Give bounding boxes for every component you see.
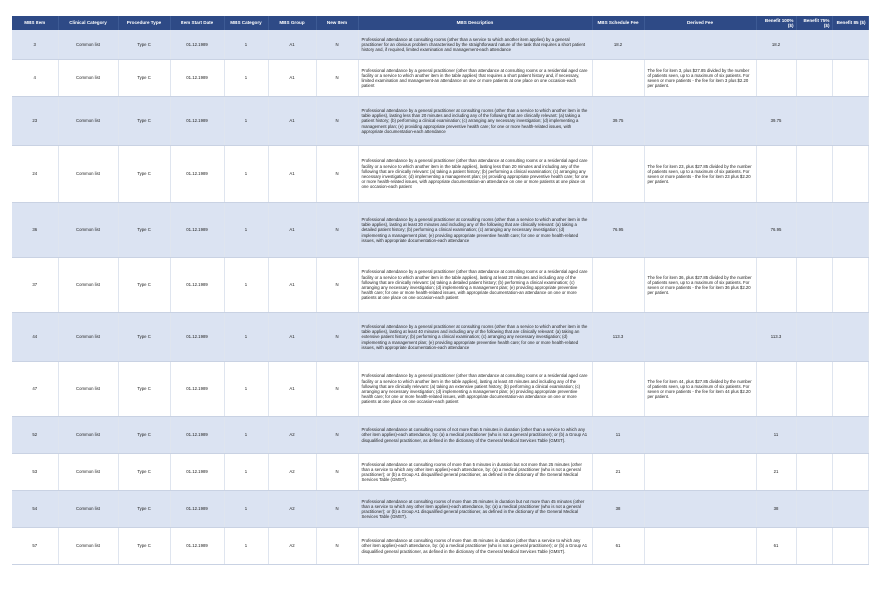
- cell-mbs-category: 1: [224, 60, 268, 97]
- cell-schedule-fee: 18.2: [592, 30, 644, 60]
- cell-mbs-item: 57: [12, 528, 58, 565]
- cell-clinical-category: Common list: [58, 362, 118, 417]
- cell-new-item: N: [316, 528, 358, 565]
- cell-benefit-85: [832, 146, 868, 203]
- cell-new-item: N: [316, 203, 358, 258]
- cell-new-item: N: [316, 30, 358, 60]
- cell-benefit-85: [832, 362, 868, 417]
- cell-benefit-75: [796, 454, 832, 491]
- cell-mbs-category: 1: [224, 97, 268, 146]
- cell-benefit-85: [832, 491, 868, 528]
- cell-clinical-category: Common list: [58, 454, 118, 491]
- cell-benefit-75: [796, 313, 832, 362]
- cell-derived-fee: [644, 203, 756, 258]
- header-benefit-85[interactable]: Benefit 85 ($): [832, 16, 868, 30]
- cell-mbs-item: 37: [12, 258, 58, 313]
- cell-derived-fee: [644, 528, 756, 565]
- header-mbs-group[interactable]: MBS Group: [268, 16, 316, 30]
- cell-benefit-100: [756, 258, 796, 313]
- cell-benefit-75: [796, 60, 832, 97]
- header-procedure-type[interactable]: Procedure Type: [118, 16, 170, 30]
- table-row[interactable]: [12, 362, 868, 417]
- cell-mbs-group: A1: [268, 60, 316, 97]
- cell-benefit-85: [832, 313, 868, 362]
- cell-start-date: 01.12.1989: [170, 528, 224, 565]
- cell-mbs-item: 4: [12, 60, 58, 97]
- cell-procedure-type: Type C: [118, 146, 170, 203]
- cell-description: Professional attendance at consulting rooms of more than 5 minutes in duration but not more than 25 minutes (other than a service to which any other item applies)-each attendance, by: (a) a medical practitioner (who is not a general practitioner); or (b) a Group A1 disqualified general practitioner, as defined in the dictionary of the General Medical Services Table (GMST).: [358, 454, 592, 491]
- cell-schedule-fee: [592, 146, 644, 203]
- header-new-item[interactable]: New Item: [316, 16, 358, 30]
- cell-schedule-fee: [592, 60, 644, 97]
- cell-benefit-100: 76.95: [756, 203, 796, 258]
- table-row[interactable]: [12, 146, 868, 203]
- cell-mbs-category: 1: [224, 30, 268, 60]
- table-row[interactable]: [12, 528, 868, 565]
- cell-new-item: N: [316, 454, 358, 491]
- header-benefit-75[interactable]: Benefit 75% ($): [796, 16, 832, 30]
- cell-mbs-group: A2: [268, 491, 316, 528]
- cell-clinical-category: Common list: [58, 528, 118, 565]
- header-clinical-category[interactable]: Clinical Category: [58, 16, 118, 30]
- cell-mbs-group: A1: [268, 97, 316, 146]
- cell-mbs-group: A1: [268, 146, 316, 203]
- cell-mbs-item: 23: [12, 97, 58, 146]
- cell-description: Professional attendance by a general practitioner (other than attendance at consulting rooms or a residential aged care facility or a service to which another item in the table applies), lasting less than 20 minutes and including any of the following that are clinically relevant: (a) taking a patient history; (b) performing a clinical examination; (c) arranging any necessary investigation; (d) implementing a management plan; (e) providing appropriate preventive health care; for one or more health-related issues, with appropriate documentation-an attendance on one or more patients at one place on one occasion-each patient: [358, 146, 592, 203]
- header-mbs-description[interactable]: MBS Description: [358, 16, 592, 30]
- cell-schedule-fee: 113.3: [592, 313, 644, 362]
- cell-start-date: 01.12.1989: [170, 97, 224, 146]
- cell-mbs-item: 36: [12, 203, 58, 258]
- cell-benefit-85: [832, 417, 868, 454]
- cell-mbs-category: 1: [224, 258, 268, 313]
- cell-description: Professional attendance by a general practitioner (other than attendance at consulting rooms or a residential aged care facility or a service to which another item in the table applies), lasting at least 40 minutes and including any of the following that are clinically relevant: (a) taking an extensive patient history; (b) performing a clinical examination; (c) arranging any necessary investigation; (d) implementing a management plan; (e) providing appropriate preventive health care; for one or more health-related issues, with appropriate documentation-an attendance on one or more patients at one place on one occasion-each patient: [358, 362, 592, 417]
- table-row[interactable]: [12, 30, 868, 60]
- cell-benefit-85: [832, 30, 868, 60]
- cell-new-item: N: [316, 146, 358, 203]
- cell-benefit-100: 113.3: [756, 313, 796, 362]
- cell-mbs-group: A1: [268, 362, 316, 417]
- cell-benefit-100: 18.2: [756, 30, 796, 60]
- cell-derived-fee: The fee for item 44, plus $27.85 divided by the number of patients seen, up to a maximum of six patients. For seven or more patients - the fee for item 44 plus $2.20 per patient.: [644, 362, 756, 417]
- cell-mbs-group: A1: [268, 258, 316, 313]
- cell-start-date: 01.12.1989: [170, 313, 224, 362]
- cell-new-item: N: [316, 258, 358, 313]
- cell-derived-fee: [644, 30, 756, 60]
- header-mbs-item[interactable]: MBS Item: [12, 16, 58, 30]
- cell-description: Professional attendance by a general practitioner at consulting rooms (other than a service to which another item in the table applies), lasting at least 20 minutes and including any of the following that are clinically relevant: (a) taking a detailed patient history; (b) performing a clinical examination; (c) arranging any necessary investigation; (d) implementing a management plan; (e) providing appropriate preventive health care; for one or more health-related issues, with appropriate documentation-each attendance: [358, 203, 592, 258]
- cell-clinical-category: Common list: [58, 417, 118, 454]
- cell-mbs-category: 1: [224, 454, 268, 491]
- cell-benefit-100: [756, 60, 796, 97]
- cell-description: Professional attendance by a general practitioner (other than attendance at consulting rooms or a residential aged care facility or a service to which another item in the table applies), lasting at least 20 minutes and including any of the following that are clinically relevant: (a) taking a detailed patient history; (b) performing a clinical examination; (c) arranging any necessary investigation; (d) implementing a management plan; (e) providing appropriate preventive health care; for one or more health-related issues, with appropriate documentation-an attendance on one or more patients at one place on one occasion-each patient: [358, 258, 592, 313]
- cell-benefit-85: [832, 60, 868, 97]
- cell-description: Professional attendance by a general practitioner (other than attendance at consulting rooms or a residential aged care facility or a service to which another item in the table applies) that requires a short patient history and, if necessary, limited examination and management-an attendance on one or more patients at one place on one occasion-each patient: [358, 60, 592, 97]
- cell-mbs-item: 24: [12, 146, 58, 203]
- cell-mbs-item: 53: [12, 454, 58, 491]
- cell-description: Professional attendance by a general practitioner at consulting rooms (other than a service to which another item in the table applies), lasting less than 20 minutes and including any of the following that are clinically relevant: (a) taking a patient history; (b) performing a clinical examination; (c) arranging any necessary investigation; (d) implementing a management plan; (e) providing appropriate preventive health care; for one or more health-related issues, with appropriate documentation-each attendance: [358, 97, 592, 146]
- cell-mbs-category: 1: [224, 146, 268, 203]
- cell-benefit-100: 38: [756, 491, 796, 528]
- cell-description: Professional attendance at consulting rooms of more than 25 minutes in duration but not more than 45 minutes (other than a service to which any other item applies)-each attendance, by: (a) a medical practitioner (who is not a general practitioner); or (b) a Group A1 disqualified general practitioner, as defined in the dictionary of the General Medical Services Table (GMST).: [358, 491, 592, 528]
- cell-schedule-fee: 21: [592, 454, 644, 491]
- table-row[interactable]: [12, 60, 868, 97]
- cell-derived-fee: The fee for item 36, plus $27.85 divided by the number of patients seen, up to a maximum of six patients. For seven or more patients - the fee for item 36 plus $2.20 per patient.: [644, 258, 756, 313]
- cell-clinical-category: Common list: [58, 30, 118, 60]
- cell-derived-fee: [644, 417, 756, 454]
- table-row[interactable]: [12, 313, 868, 362]
- cell-benefit-75: [796, 146, 832, 203]
- cell-new-item: N: [316, 362, 358, 417]
- cell-mbs-category: 1: [224, 491, 268, 528]
- cell-procedure-type: Type C: [118, 491, 170, 528]
- cell-description: Professional attendance by a general practitioner at consulting rooms (other than a service to which another item in the table applies), lasting at least 40 minutes and including any of the following that are clinically relevant: (a) taking an extensive patient history; (b) performing a clinical examination; (c) arranging any necessary investigation; (d) implementing a management plan; (e) providing appropriate preventive health care; for one or more health-related issues, with appropriate documentation-each attendance: [358, 313, 592, 362]
- cell-mbs-category: 1: [224, 313, 268, 362]
- cell-benefit-75: [796, 30, 832, 60]
- table-row[interactable]: [12, 203, 868, 258]
- cell-mbs-group: A2: [268, 454, 316, 491]
- cell-procedure-type: Type C: [118, 203, 170, 258]
- cell-schedule-fee: 11: [592, 417, 644, 454]
- cell-mbs-category: 1: [224, 203, 268, 258]
- cell-mbs-item: 54: [12, 491, 58, 528]
- cell-schedule-fee: [592, 362, 644, 417]
- cell-procedure-type: Type C: [118, 258, 170, 313]
- cell-benefit-85: [832, 97, 868, 146]
- mbs-table-wrapper: [12, 16, 868, 565]
- table-row[interactable]: [12, 97, 868, 146]
- cell-mbs-category: 1: [224, 528, 268, 565]
- cell-start-date: 01.12.1989: [170, 30, 224, 60]
- cell-benefit-100: 11: [756, 417, 796, 454]
- cell-mbs-item: 44: [12, 313, 58, 362]
- cell-procedure-type: Type C: [118, 313, 170, 362]
- cell-benefit-75: [796, 362, 832, 417]
- cell-benefit-75: [796, 258, 832, 313]
- cell-description: Professional attendance at consulting rooms of not more than 5 minutes in duration (other than a service to which any other item applies)-each attendance, by: (a) a medical practitioner (who is not a general practitioner); or (b) a Group A1 disqualified general practitioner, as defined in the dictionary of the General Medical Services Table (GMST).: [358, 417, 592, 454]
- cell-mbs-group: A1: [268, 30, 316, 60]
- cell-clinical-category: Common list: [58, 97, 118, 146]
- cell-start-date: 01.12.1989: [170, 362, 224, 417]
- cell-clinical-category: Common list: [58, 258, 118, 313]
- cell-start-date: 01.12.1989: [170, 491, 224, 528]
- cell-procedure-type: Type C: [118, 60, 170, 97]
- cell-derived-fee: [644, 454, 756, 491]
- cell-start-date: 01.12.1989: [170, 203, 224, 258]
- cell-start-date: 01.12.1989: [170, 454, 224, 491]
- cell-procedure-type: Type C: [118, 417, 170, 454]
- table-row[interactable]: [12, 491, 868, 528]
- cell-mbs-group: A1: [268, 313, 316, 362]
- cell-mbs-item: 52: [12, 417, 58, 454]
- cell-schedule-fee: 61: [592, 528, 644, 565]
- table-row[interactable]: [12, 417, 868, 454]
- cell-mbs-item: 3: [12, 30, 58, 60]
- cell-benefit-100: [756, 362, 796, 417]
- header-benefit-100[interactable]: Benefit 100% ($): [756, 16, 796, 30]
- cell-mbs-group: A2: [268, 417, 316, 454]
- cell-clinical-category: Common list: [58, 203, 118, 258]
- cell-description: Professional attendance at consulting rooms (other than a service to which another item applies) by a general practitioner for an obvious problem characterised by the straightforward nature of the task that requires a short patient history and, if required, limited examination and management-each attendance: [358, 30, 592, 60]
- cell-schedule-fee: 38: [592, 491, 644, 528]
- cell-benefit-75: [796, 97, 832, 146]
- cell-procedure-type: Type C: [118, 362, 170, 417]
- cell-mbs-group: A1: [268, 203, 316, 258]
- cell-clinical-category: Common list: [58, 313, 118, 362]
- cell-benefit-100: 39.75: [756, 97, 796, 146]
- cell-benefit-75: [796, 528, 832, 565]
- cell-schedule-fee: 39.75: [592, 97, 644, 146]
- cell-benefit-100: 21: [756, 454, 796, 491]
- mbs-items-table: [12, 16, 869, 565]
- cell-new-item: N: [316, 97, 358, 146]
- cell-derived-fee: The fee for item 3, plus $27.85 divided by the number of patients seen, up to a maximum of six patients. For seven or more patients - the fee for item 3 plus $2.20 per patient.: [644, 60, 756, 97]
- cell-mbs-group: A2: [268, 528, 316, 565]
- cell-derived-fee: [644, 97, 756, 146]
- cell-derived-fee: The fee for item 23, plus $27.85 divided by the number of patients seen, up to a maximum of six patients. For seven or more patients - the fee for item 23 plus $2.20 per patient.: [644, 146, 756, 203]
- cell-new-item: N: [316, 417, 358, 454]
- cell-procedure-type: Type C: [118, 454, 170, 491]
- cell-benefit-75: [796, 491, 832, 528]
- cell-procedure-type: Type C: [118, 97, 170, 146]
- cell-new-item: N: [316, 491, 358, 528]
- cell-new-item: N: [316, 60, 358, 97]
- cell-description: Professional attendance at consulting rooms of more than 45 minutes in duration (other than a service to which any other item applies)-each attendance, by: (a) a medical practitioner (who is not a general practitioner); or (b) a Group A1 disqualified general practitioner, as defined in the dictionary of the General Medical Services Table (GMST).: [358, 528, 592, 565]
- table-row[interactable]: [12, 258, 868, 313]
- cell-benefit-85: [832, 528, 868, 565]
- cell-mbs-category: 1: [224, 362, 268, 417]
- cell-start-date: 01.12.1989: [170, 146, 224, 203]
- header-item-start-date[interactable]: Item Start Date: [170, 16, 224, 30]
- header-derived-fee[interactable]: Derived Fee: [644, 16, 756, 30]
- cell-clinical-category: Common list: [58, 491, 118, 528]
- cell-start-date: 01.12.1989: [170, 258, 224, 313]
- cell-clinical-category: Common list: [58, 60, 118, 97]
- cell-new-item: N: [316, 313, 358, 362]
- cell-benefit-85: [832, 203, 868, 258]
- cell-procedure-type: Type C: [118, 528, 170, 565]
- cell-benefit-75: [796, 203, 832, 258]
- header-mbs-schedule-fee[interactable]: MBS Schedule Fee: [592, 16, 644, 30]
- cell-benefit-100: [756, 146, 796, 203]
- cell-clinical-category: Common list: [58, 146, 118, 203]
- cell-mbs-category: 1: [224, 417, 268, 454]
- cell-benefit-75: [796, 417, 832, 454]
- header-row: [12, 16, 868, 30]
- cell-schedule-fee: [592, 258, 644, 313]
- cell-start-date: 01.12.1989: [170, 60, 224, 97]
- cell-procedure-type: Type C: [118, 30, 170, 60]
- cell-benefit-85: [832, 454, 868, 491]
- cell-derived-fee: [644, 491, 756, 528]
- header-mbs-category[interactable]: MBS Category: [224, 16, 268, 30]
- cell-start-date: 01.12.1989: [170, 417, 224, 454]
- cell-derived-fee: [644, 313, 756, 362]
- table-row[interactable]: [12, 454, 868, 491]
- cell-mbs-item: 47: [12, 362, 58, 417]
- cell-schedule-fee: 76.95: [592, 203, 644, 258]
- cell-benefit-100: 61: [756, 528, 796, 565]
- cell-benefit-85: [832, 258, 868, 313]
